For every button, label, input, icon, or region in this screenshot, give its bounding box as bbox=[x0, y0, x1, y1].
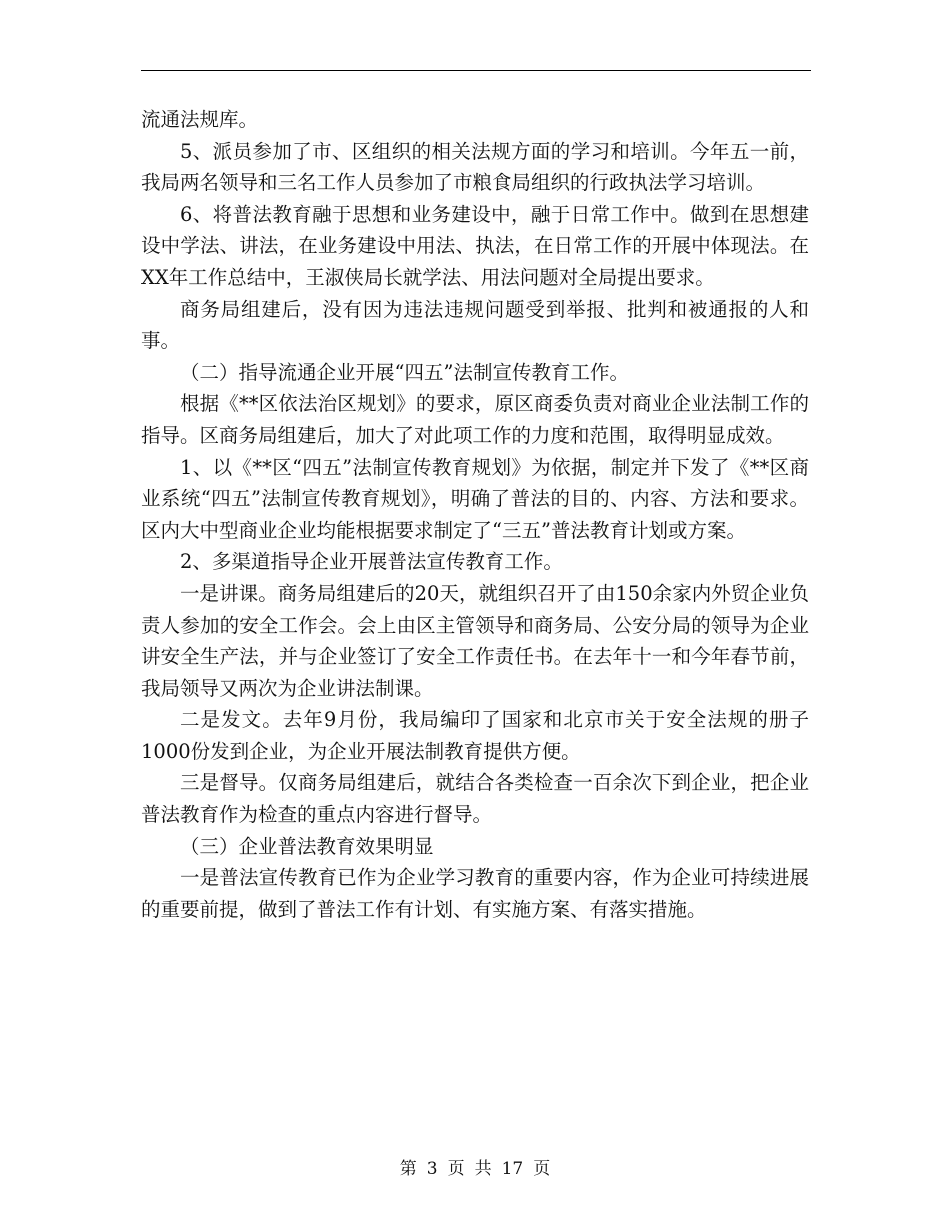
paragraph: 一是普法宣传教育已作为企业学习教育的重要内容，作为企业可持续进展的重要前提，做到了普法工作有计划、有实施方案、有落实措施。 bbox=[141, 866, 809, 921]
paragraph: 5、派员参加了市、区组织的相关法规方面的学习和培训。今年五一前，我局两名领导和三名工作人员参加了市粮食局组织的行政执法学习培训。 bbox=[141, 139, 809, 195]
footer-current-page: 3 bbox=[426, 1159, 438, 1179]
section-heading: （三）企业普法教育效果明显 bbox=[180, 834, 434, 858]
footer-prefix: 第 bbox=[399, 1159, 417, 1179]
paragraph: 2、多渠道指导企业开展普法宣传教育工作。 bbox=[180, 550, 563, 574]
header-rule bbox=[141, 70, 811, 71]
footer-total-pages: 17 bbox=[501, 1159, 524, 1179]
paragraph: 流通法规库。 bbox=[141, 108, 259, 131]
footer-page-word: 页 bbox=[447, 1159, 465, 1179]
footer-suffix: 页 bbox=[533, 1159, 551, 1179]
paragraph: 商务局组建后，没有因为违法违规问题受到举报、批判和被通报的人和事。 bbox=[141, 297, 809, 353]
paragraph: 一是讲课。商务局组建后的20天，就组织召开了由150余家内外贸企业负责人参加的安全工作会。会上由区主管领导和商务局、公安分局的领导为企业讲安全生产法，并与企业签订了安全工作责任书。在去年十一和今年春节前，我局领导又两次为企业讲法制课。 bbox=[141, 581, 809, 700]
paragraph: 三是督导。仅商务局组建后，就结合各类检查一百余次下到企业，把企业普法教育作为检查的重点内容进行督导。 bbox=[141, 771, 809, 827]
paragraph: 二是发文。去年9月份，我局编印了国家和北京市关于安全法规的册子1000份发到企业，为企业开展法制教育提供方便。 bbox=[141, 708, 809, 763]
body-text bbox=[141, 104, 809, 925]
paragraph: 6、将普法教育融于思想和业务建设中，融于日常工作中。做到在思想建设中学法、讲法，在业务建设中用法、执法，在日常工作的开展中体现法。在XX年工作总结中，王淑侠局长就学法、用法问题对全局提出要求。 bbox=[141, 202, 809, 289]
paragraph: 根据《**区依法治区规划》的要求，原区商委负责对商业企业法制工作的指导。区商务局组建后，加大了对此项工作的力度和范围，取得明显成效。 bbox=[141, 392, 809, 447]
paragraph: 1、以《**区“四五”法制宣传教育规划》为依据，制定并下发了《**区商业系统“四五”法制宣传教育规划》，明确了普法的目的、内容、方法和要求。区内大中型商业企业均能根据要求制定了“三五”普法教育计划或方案。 bbox=[141, 455, 809, 542]
page-footer bbox=[0, 1154, 950, 1179]
section-heading: （二）指导流通企业开展“四五”法制宣传教育工作。 bbox=[180, 360, 629, 384]
footer-total-word: 共 bbox=[474, 1159, 492, 1179]
